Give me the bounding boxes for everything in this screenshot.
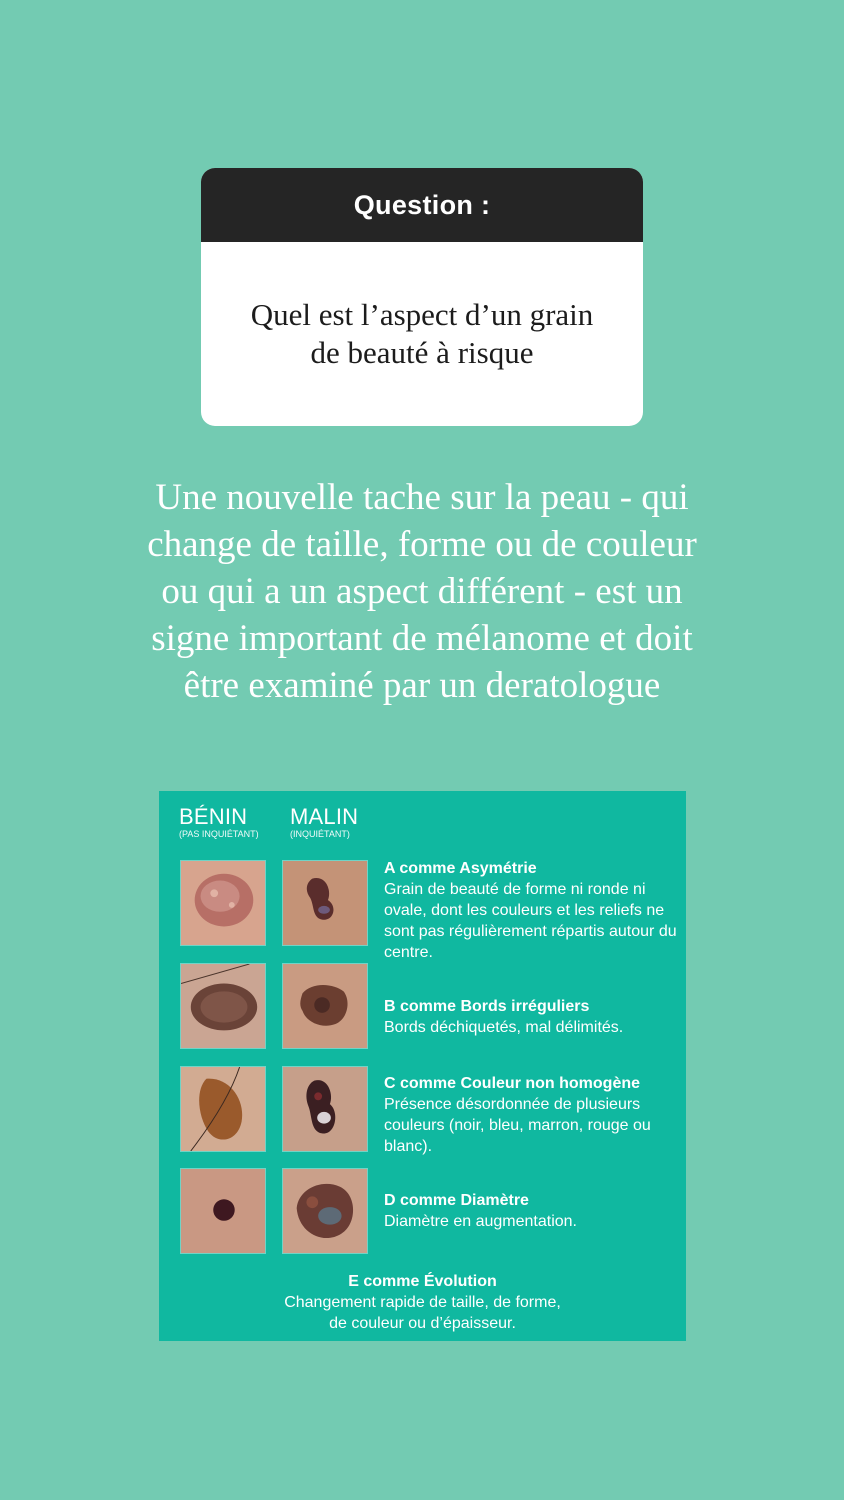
criterion-b-title: B comme Bords irréguliers xyxy=(384,998,590,1015)
criterion-c-desc: Présence désordonnée de plusieurs couleurs (noir, bleu, marron, rouge ou blanc). xyxy=(384,1096,651,1155)
question-body xyxy=(201,242,643,426)
criterion-e-desc: Changement rapide de taille, de forme, de couleur ou d’épaisseur. xyxy=(284,1294,561,1332)
criterion-c xyxy=(384,1073,680,1157)
question-header: Question : xyxy=(201,168,643,242)
criterion-c-title: C comme Couleur non homogène xyxy=(384,1075,641,1092)
criterion-d-title: D comme Diamètre xyxy=(384,1192,529,1209)
criterion-d-desc: Diamètre en augmentation. xyxy=(384,1213,577,1230)
criterion-e xyxy=(159,1271,686,1334)
benign-subtitle: (PAS INQUIÉTANT) xyxy=(179,829,259,839)
criterion-b xyxy=(384,996,680,1038)
criterion-e-title: E comme Évolution xyxy=(348,1273,497,1290)
question-text: Quel est l’aspect d’un grain de beauté à risque xyxy=(250,297,594,370)
benign-mole-photo-a xyxy=(180,860,266,946)
benign-mole-photo-d xyxy=(180,1168,266,1254)
benign-column-header xyxy=(179,805,259,840)
criterion-a xyxy=(384,858,680,963)
abcde-infographic xyxy=(159,791,686,1341)
malignant-mole-photo-d xyxy=(282,1168,368,1254)
malignant-subtitle: (INQUIÉTANT) xyxy=(290,829,350,839)
answer-text: Une nouvelle tache sur la peau - qui change de taille, forme ou de couleur ou qui a un aspect différent - est un signe important de mélanome et doit être examiné par un deratologue xyxy=(147,477,697,706)
criterion-d xyxy=(384,1190,680,1232)
criterion-a-title: A comme Asymétrie xyxy=(384,860,537,877)
malignant-column-header xyxy=(290,805,358,840)
benign-mole-photo-c xyxy=(180,1066,266,1152)
question-card xyxy=(201,168,643,426)
criterion-b-desc: Bords déchiquetés, mal délimités. xyxy=(384,1019,624,1036)
malignant-title: MALIN xyxy=(290,804,359,829)
malignant-mole-photo-a xyxy=(282,860,368,946)
benign-mole-photo-b xyxy=(180,963,266,1049)
malignant-mole-photo-b xyxy=(282,963,368,1049)
criterion-a-desc: Grain de beauté de forme ni ronde ni ovale, dont les couleurs et les reliefs ne sont pas régulièrement répartis autour du centre. xyxy=(384,881,677,961)
malignant-mole-photo-c xyxy=(282,1066,368,1152)
benign-title: BÉNIN xyxy=(179,804,248,829)
